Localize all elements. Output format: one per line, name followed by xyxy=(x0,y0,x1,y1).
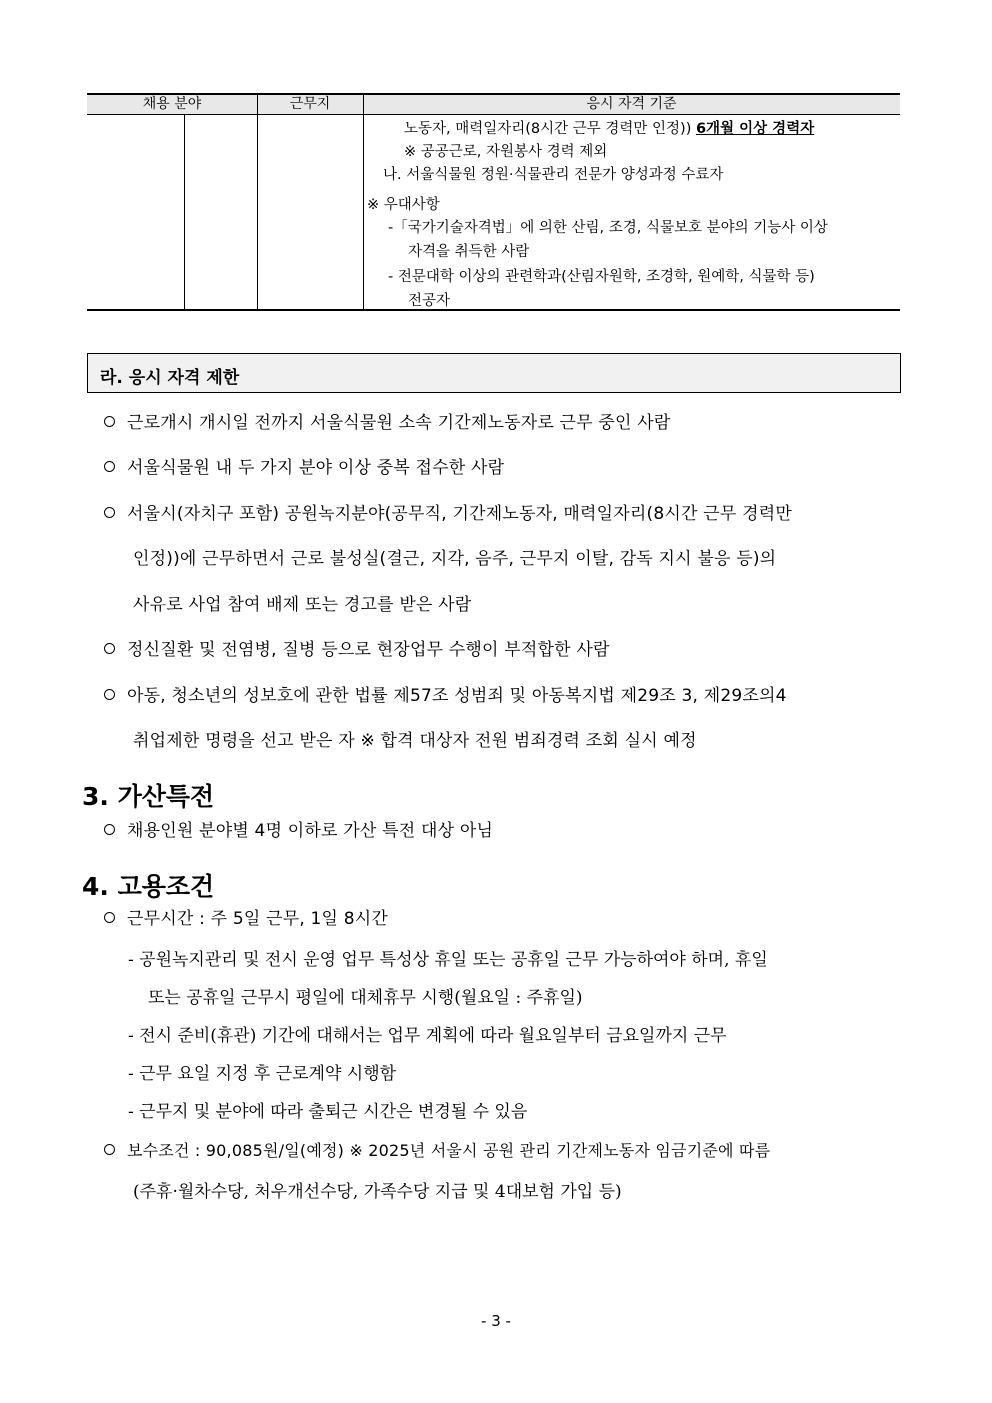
criteria-line xyxy=(404,119,814,139)
pay-note: (주휴·월차수당, 처우개선수당, 가족수당 지급 및 4대보험 가입 등) xyxy=(133,1182,622,1202)
bullet-circle-icon xyxy=(104,461,115,472)
sub-item-continuation: 또는 공휴일 근무시 평일에 대체휴무 시행(월요일 : 주휴일) xyxy=(148,988,583,1008)
criteria-text: 노동자, 매력일자리(8시간 근무 경력만 인정)) xyxy=(404,121,696,137)
table-divider xyxy=(257,93,258,311)
heading-employment-terms: 4. 고용조건 xyxy=(82,872,215,901)
list-item xyxy=(104,907,388,931)
list-item-continuation: 사유로 사업 참여 배제 또는 경고를 받은 사람 xyxy=(133,595,472,615)
list-item xyxy=(104,456,504,480)
sub-item: - 전시 준비(휴관) 기간에 대해서는 업무 계획에 따라 월요일부터 금요일까지 근무 xyxy=(128,1026,727,1046)
list-item-continuation: 취업제한 명령을 선고 받은 자 ※ 합격 대상자 전원 범죄경력 조회 실시 예정 xyxy=(133,731,697,751)
list-item-text: 서울시(자치구 포함) 공원녹지분야(공무직, 기간제노동자, 매력일자리(8시간 근무 경력만 xyxy=(127,504,792,524)
sub-item: - 근무지 및 분야에 따라 출퇴근 시간은 변경될 수 있음 xyxy=(128,1102,528,1122)
bullet-circle-icon xyxy=(104,643,115,654)
list-item xyxy=(104,1139,770,1163)
header-criteria: 응시 자격 기준 xyxy=(586,96,677,112)
page-number: - 3 - xyxy=(481,1312,511,1330)
criteria-line: 전공자 xyxy=(408,293,451,309)
header-workplace: 근무지 xyxy=(289,96,331,112)
bullet-circle-icon xyxy=(104,689,115,700)
criteria-line: 나. 서울식물원 정원·식물관리 전문가 양성과정 수료자 xyxy=(383,167,724,183)
bullet-circle-icon xyxy=(104,824,115,835)
list-item-text: 근무시간 : 주 5일 근무, 1일 8시간 xyxy=(127,909,389,929)
header-field: 채용 분야 xyxy=(142,96,202,112)
list-item xyxy=(104,684,787,708)
list-item xyxy=(104,819,493,843)
sub-item: - 근무 요일 지정 후 근로계약 시행함 xyxy=(128,1064,397,1084)
list-item xyxy=(104,638,610,662)
list-item-continuation: 인정))에 근무하면서 근로 불성실(결근, 지각, 음주, 근무지 이탈, 감독 지시 불응 등)의 xyxy=(133,549,777,569)
table-divider xyxy=(363,93,364,311)
list-item-text: 서울식물원 내 두 가지 분야 이상 중복 접수한 사람 xyxy=(127,458,505,478)
sub-item: - 공원녹지관리 및 전시 운영 업무 특성상 휴일 또는 공휴일 근무 가능하여야 하며, 휴일 xyxy=(128,950,768,970)
section-box-restrictions xyxy=(87,353,901,393)
list-item xyxy=(104,502,792,526)
heading-bonus: 3. 가산특전 xyxy=(82,782,215,811)
list-item-text: 아동, 청소년의 성보호에 관한 법률 제57조 성범죄 및 아동복지법 제29조 3, 제29조의4 xyxy=(127,686,787,706)
criteria-line: -「국가기술자격법」에 의한 산림, 조경, 식물보호 분야의 기능사 이상 xyxy=(388,220,828,236)
section-title: 라. 응시 자격 제한 xyxy=(100,368,240,388)
list-item-text: 정신질환 및 전염병, 질병 등으로 현장업무 수행이 부적합한 사람 xyxy=(127,640,610,660)
list-item-text: 채용인원 분야별 4명 이하로 가산 특전 대상 아님 xyxy=(127,821,494,841)
bullet-circle-icon xyxy=(104,416,115,427)
list-item xyxy=(104,411,671,435)
list-item-text: 근로개시 개시일 전까지 서울식물원 소속 기간제노동자로 근무 중인 사람 xyxy=(127,413,671,433)
bullet-circle-icon xyxy=(104,507,115,518)
criteria-line: ※ 우대사항 xyxy=(367,197,440,213)
bullet-circle-icon xyxy=(104,1144,115,1155)
criteria-line: - 전문대학 이상의 관련학과(산림자원학, 조경학, 원예학, 식물학 등) xyxy=(388,269,815,285)
table-bottom-border xyxy=(87,309,900,311)
criteria-emphasis: 6개월 이상 경력자 xyxy=(695,121,815,137)
bullet-circle-icon xyxy=(104,912,115,923)
table-divider xyxy=(184,115,185,311)
criteria-line: ※ 공공근로, 자원봉사 경력 제외 xyxy=(404,144,608,160)
list-item-text: 보수조건 : 90,085원/일(예정) ※ 2025년 서울시 공원 관리 기간제노동자 임금기준에 따름 xyxy=(127,1141,771,1160)
criteria-line: 자격을 취득한 사람 xyxy=(408,244,530,260)
